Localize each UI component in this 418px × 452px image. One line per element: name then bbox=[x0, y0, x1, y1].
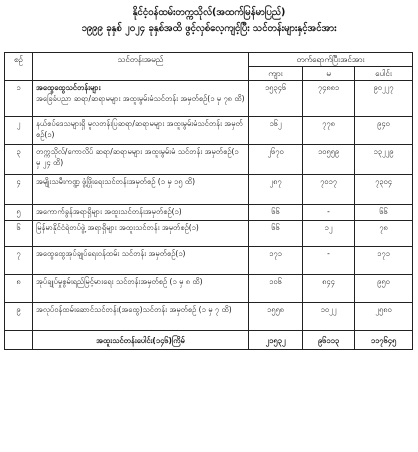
row-sno: ၈ bbox=[5, 275, 33, 303]
row-male: ၁၅၅၈ bbox=[249, 303, 303, 331]
document-subtitle: ၁၉၉၉ ခုနှစ် ၂၀၂၄ ခုနှစ်အထိ ဖွင့်လှစ်လေ့ကျင့်ပြီး သင်တန်းများနှင့်အင်အား bbox=[81, 23, 337, 34]
table-total-row bbox=[5, 331, 413, 350]
row-sno: ၇ bbox=[5, 247, 33, 275]
table-row bbox=[5, 303, 413, 331]
row-course-name: တက္ကသိုလ်/ကောလိပ် ဆရာ/ဆရာမများ အထူးမွမ်းမံ သင်တန်း အမှတ်စဉ်(၁ မှ ၂၄ ထိ) bbox=[36, 147, 239, 167]
row-course-name: အုပ်ချုပ်မှုစွမ်းရည်မြင့်မားရေး သင်တန်းအမှတ်စဉ် (၁ မှ ၈ ထိ) bbox=[36, 277, 203, 286]
document-page bbox=[0, 6, 418, 452]
row-total: ၉၀၂၂၇ bbox=[355, 81, 413, 117]
header-total: ပေါင်း bbox=[355, 67, 413, 81]
table-row bbox=[5, 247, 413, 275]
document-title: နိုင်ငံ့ဝန်ထမ်းတက္ကသိုလ်(အထက်မြန်မာပြည်) bbox=[132, 7, 286, 18]
row-sno: ၉ bbox=[5, 303, 33, 331]
row-course-name: မြန်မာနိုင်ငံရဲတပ်ဖွဲ့ အရာရှိများ အထူးသင်တန်း အမှတ်စဉ်(၁) bbox=[36, 223, 199, 232]
table-row bbox=[5, 275, 413, 303]
table-row bbox=[5, 117, 413, 145]
table-body bbox=[5, 81, 413, 331]
table-row bbox=[5, 175, 413, 205]
total-female: ၉၆၁၁၃ bbox=[303, 331, 355, 350]
row-male: ၂၆၇၀ bbox=[249, 145, 303, 175]
row-course-cell bbox=[33, 81, 249, 117]
row-female: ၇၀၁၇ bbox=[303, 175, 355, 205]
row-total: ၇၃၀၄ bbox=[355, 175, 413, 205]
row-course-name: အထွေထွေအုပ်ချုပ်ရေးဝန်ထမ်း သင်တန်း အမှတ်စဉ်(၁) bbox=[36, 249, 186, 258]
row-course-cell bbox=[33, 275, 249, 303]
table-row bbox=[5, 205, 413, 221]
total-label: အထူးသင်တန်းပေါင်း(၁၄၆)ကြိမ် bbox=[33, 331, 249, 350]
row-female: ၁၂ bbox=[303, 221, 355, 247]
header-attendance-group: တက်ရောက်ပြီးအင်အား bbox=[249, 53, 413, 67]
row-course-cell bbox=[33, 221, 249, 247]
row-female: - bbox=[303, 205, 355, 221]
row-sno: ၃ bbox=[5, 145, 33, 175]
row-female: ၁၀၅၅၉ bbox=[303, 145, 355, 175]
row-male: ၁၀၆ bbox=[249, 275, 303, 303]
row-total: ၇၈ bbox=[355, 221, 413, 247]
row-course-cell bbox=[33, 145, 249, 175]
header-female: မ bbox=[303, 67, 355, 81]
row-total: ၉၄၀ bbox=[355, 117, 413, 145]
header-male: ကျား bbox=[249, 67, 303, 81]
training-table bbox=[4, 52, 413, 350]
row-total: ၁၇၁ bbox=[355, 247, 413, 275]
total-male: ၂၁၅၃၂ bbox=[249, 331, 303, 350]
row-total: ၁၃၂၂၉ bbox=[355, 145, 413, 175]
row-female: ၈၄၄ bbox=[303, 275, 355, 303]
row-course-cell bbox=[33, 303, 249, 331]
row-total: ၆၆ bbox=[355, 205, 413, 221]
row-male: ၁၆၂ bbox=[249, 117, 303, 145]
row-total: ၂၅၈၀ bbox=[355, 303, 413, 331]
row-course-name: နယ်စပ်ဒေသများရှိ မူလတန်းပြဆရာ/ဆရာမများ အထူးမွမ်းမံသင်တန်း အမှတ်စဉ်(၁) bbox=[36, 119, 243, 139]
table-row bbox=[5, 145, 413, 175]
row-sno: ၅ bbox=[5, 205, 33, 221]
row-female: ၇၇၈ bbox=[303, 117, 355, 145]
row-course-cell bbox=[33, 175, 249, 205]
row-female: ၇၄၈၈၁ bbox=[303, 81, 355, 117]
table-header-row bbox=[5, 53, 413, 67]
row-course-name: အခြေခံပညာ ဆရာ/ဆရာမများ အထူးမွမ်းမံသင်တန်း အမှတ်စဉ်(၁ မှ ၇၈ ထိ) bbox=[36, 94, 245, 103]
row-category: အထွေထွေသင်တန်းများ bbox=[36, 83, 101, 92]
header-sno: စဉ် bbox=[5, 53, 33, 81]
row-sno: ၄ bbox=[5, 175, 33, 205]
row-course-cell bbox=[33, 247, 249, 275]
row-male: ၁၅၃၄၆ bbox=[249, 81, 303, 117]
row-male: ၂၈၇ bbox=[249, 175, 303, 205]
row-male: ၆၆ bbox=[249, 221, 303, 247]
row-sno: ၂ bbox=[5, 117, 33, 145]
row-sno: ၆ bbox=[5, 221, 33, 247]
row-male: ၆၆ bbox=[249, 205, 303, 221]
row-course-cell bbox=[33, 117, 249, 145]
header-course-name: သင်တန်းအမည် bbox=[33, 53, 249, 81]
table-row bbox=[5, 221, 413, 247]
row-female: ၁၀၂၂ bbox=[303, 303, 355, 331]
row-course-name: အလုပ်ဝန်ထမ်းဆောင်သင်တန်း(အထွေ)သင်တန်း အမှတ်စဉ် (၁ မှ ၇ ထိ) bbox=[36, 305, 232, 314]
total-total: ၁၁၇၆၄၅ bbox=[355, 331, 413, 350]
row-total: ၉၅၀ bbox=[355, 275, 413, 303]
row-course-name: အမျိုးသမီးကဏ္ဍ ဖွံ့ဖြိုးရေးသင်တန်းအမှတ်စဉ် (၁ မှ ၁၅ ထိ) bbox=[36, 177, 196, 186]
table-row bbox=[5, 81, 413, 117]
row-female: - bbox=[303, 247, 355, 275]
total-blank-cell bbox=[5, 331, 33, 350]
row-course-name: အကောက်ခွန်အရာရှိများ အထူးသင်တန်းအမှတ်စဉ်(၁) bbox=[36, 207, 182, 216]
row-course-cell bbox=[33, 205, 249, 221]
row-sno: ၁ bbox=[5, 81, 33, 117]
row-male: ၁၇၁ bbox=[249, 247, 303, 275]
